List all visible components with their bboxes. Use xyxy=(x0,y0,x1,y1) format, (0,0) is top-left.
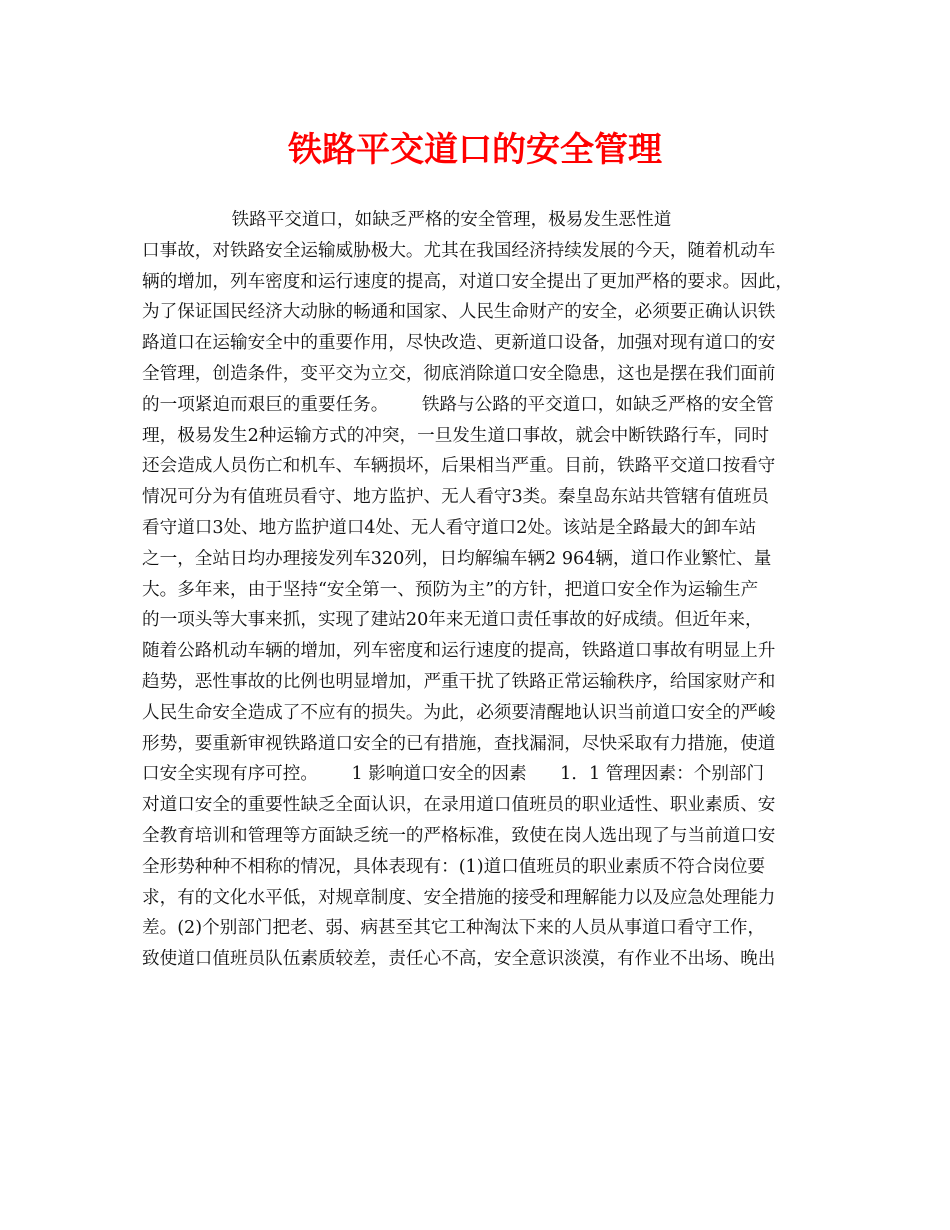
document-body xyxy=(142,205,822,975)
body-line: 还会造成人员伤亡和机车、车辆损坏，后果相当严重。目前，铁路平交道口按看守 xyxy=(142,456,776,477)
body-line: 大。多年来，由于坚持“安全第一、预防为主”的方针，把道口安全作为运输生产 xyxy=(142,579,759,600)
body-line: 人民生命安全造成了不应有的损失。为此，必须要清醒地认识当前道口安全的严峻 xyxy=(142,702,776,723)
body-line: 的一项紧迫而艰巨的重要任务。 铁路与公路的平交道口，如缺乏严格的安全管 xyxy=(142,394,774,415)
body-line: 致使道口值班员队伍素质较差，责任心不高，安全意识淡漠，有作业不出场、晚出 xyxy=(142,949,776,970)
body-line: 对道口安全的重要性缺乏全面认识，在录用道口值班员的职业适性、职业素质、安 xyxy=(142,795,776,816)
body-line: 为了保证国民经济大动脉的畅通和国家、人民生命财产的安全，必须要正确认识铁 xyxy=(142,302,776,323)
body-line: 口安全实现有序可控。 1 影响道口安全的因素 1．1 管理因素：个别部门 xyxy=(142,764,765,785)
body-line: 路道口在运输安全中的重要作用，尽快改造、更新道口设备，加强对现有道口的安 xyxy=(142,333,776,354)
body-line: 全形势种种不相称的情况，具体表现有：(1)道口值班员的职业素质不符合岗位要 xyxy=(142,856,766,877)
body-line: 口事故，对铁路安全运输威胁极大。尤其在我国经济持续发展的今天，随着机动车 xyxy=(142,240,776,261)
body-line: 随着公路机动车辆的增加，列车密度和运行速度的提高，铁路道口事故有明显上升 xyxy=(142,641,776,662)
body-line: 理，极易发生2种运输方式的冲突，一旦发生道口事故，就会中断铁路行车，同时 xyxy=(142,425,769,446)
body-line: 情况可分为有值班员看守、地方监护、无人看守3类。秦皇岛东站共管辖有值班员 xyxy=(142,487,769,508)
body-line: 趋势，恶性事故的比例也明显增加，严重干扰了铁路正常运输秩序，给国家财产和 xyxy=(142,671,776,692)
body-line: 辆的增加，列车密度和运行速度的提高，对道口安全提出了更加严格的要求。因此， xyxy=(142,271,793,292)
body-line: 之一，全站日均办理接发列车320列，日均解编车辆2 964辆，道口作业繁忙、量 xyxy=(142,548,772,569)
document-title: 铁路平交道口的安全管理 xyxy=(288,130,662,170)
body-line: 全管理，创造条件，变平交为立交，彻底消除道口安全隐患，这也是摆在我们面前 xyxy=(142,363,776,384)
body-line: 求，有的文化水平低，对规章制度、安全措施的接受和理解能力以及应急处理能力 xyxy=(142,887,776,908)
body-line: 的一项头等大事来抓，实现了建站20年来无道口责任事故的好成绩。但近年来， xyxy=(142,610,763,631)
body-line: 形势，要重新审视铁路道口安全的已有措施，查找漏洞，尽快采取有力措施，使道 xyxy=(142,733,776,754)
body-line: 全教育培训和管理等方面缺乏统一的严格标准，致使在岗人选出现了与当前道口安 xyxy=(142,825,776,846)
body-line: 差。(2)个别部门把老、弱、病甚至其它工种淘汰下来的人员从事道口看守工作， xyxy=(142,918,766,939)
body-line: 看守道口3处、地方监护道口4处、无人看守道口2处。该站是全路最大的卸车站 xyxy=(142,517,757,538)
body-line: 铁路平交道口，如缺乏严格的安全管理，极易发生恶性道 xyxy=(142,210,672,230)
